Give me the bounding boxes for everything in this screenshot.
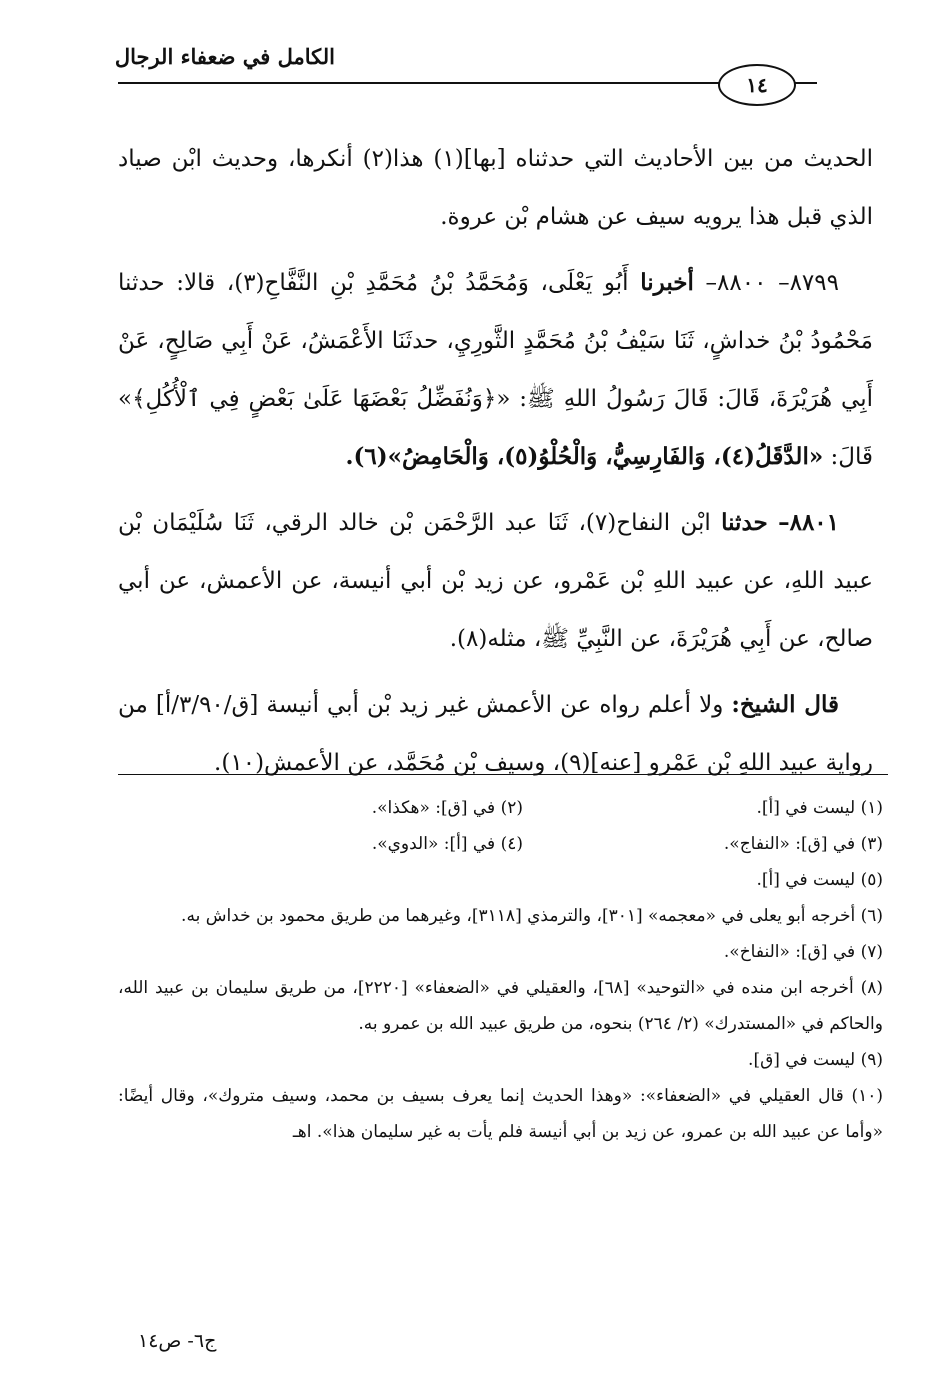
page-number: ١٤: [746, 73, 768, 97]
footnote-6: (٦) أخرجه أبو يعلى في «معجمه» [٣٠١]، والترمذي [٣١١٨]، وغيرهما من طريق محمود بن خداش به.: [181, 906, 883, 926]
paragraph-hadith-8799: [118, 254, 873, 486]
footnote-10: (١٠) قال العقيلي في «الضعفاء»: «وهذا الحديث إنما يعرف بسيف بن محمد، وسيف متروك»، وقال أيضًا: «وأما عن عبيد الله بن عمرو، عن زيد بن أبي أنيسة فلم يأت به غير سليمان هذا». اهـ: [118, 1086, 883, 1142]
footnote-3: (٣) في [ق]: «النفاج».: [723, 834, 883, 854]
header-rule: [118, 82, 817, 84]
footnote-5: (٥) ليست في [أ].: [756, 870, 883, 890]
footnote-row: [118, 826, 883, 862]
paragraph-1-text: الحديث من بين الأحاديث التي حدثناه [بها](١) هذا(٢) أنكرها، وحديث ابْن صياد الذي قبل هذا يرويه سيف عن هشام بْن عروة.: [118, 146, 873, 230]
sheikh-lead: قال الشيخ:: [731, 691, 839, 718]
main-text: [118, 130, 873, 800]
footnote-row: [118, 790, 883, 826]
footnote-2: (٢) في [ق]: «هكذا».: [371, 798, 523, 818]
paragraph-hadith-8801: [118, 494, 873, 668]
page-number-badge: [718, 64, 796, 106]
footnote-9: (٩) ليست في [ق].: [748, 1050, 883, 1070]
paragraph-1: [118, 130, 873, 246]
footnote-7: (٧) في [ق]: «النفاخ».: [723, 942, 883, 962]
footnote-1: (١) ليست في [أ].: [756, 798, 883, 818]
hadith-text: ابْن النفاح(٧)، ثَنَا عبد الرَّحْمَن بْن خالد الرقي، ثَنَا سُلَيْمَان بْن عبيد اللهِ، عن عبيد اللهِ بْن عَمْرو، عن زيد بْن أبي أنيسة، عن الأعمش، عن أبي صالح، عن أَبِي هُرَيْرَةَ، عن النَّبِيِّ ﷺ، مثله(٨).: [118, 510, 873, 652]
hadith-text: أَبُو يَعْلَى، وَمُحَمَّدُ بْنُ مُحَمَّدِ بْنِ النَّفَّاحِ(٣)، قالا: حدثنا مَحْمُودُ بْنُ خداشٍ، ثَنَا سَيْفُ بْنُ مُحَمَّدٍ الثَّورِيِ، حدثَنَا الأَعْمَشُ، عَنْ أَبِي صَالِحٍ، عَنْ أَبِي هُرَيْرَةَ، قَالَ: قَالَ رَسُولُ اللهِ ﷺ: «﴿وَنُفَضِّلُ بَعْضَهَا عَلَىٰ بَعْضٍ فِي ٱلْأُكُلِ﴾» قَالَ:: [118, 270, 873, 470]
hadith-matn: «الدَّقَلُ(٤)، وَالفَارِسِيُّ، وَالْحُلْوُ(٥)، وَالْحَامِضُ»(٦).: [345, 443, 824, 470]
narration-lead: أخبرنا: [640, 269, 694, 296]
narration-lead: حدثنا: [721, 509, 768, 536]
sheikh-text: ولا أعلم رواه عن الأعمش غير زيد بْن أبي أنيسة [ق/٣/٩٠/أ] من رواية عبيد اللهِ بْن عَمْرو [عنه](٩)، وسيف بْن مُحَمَّد، عن الأعمش(١٠).: [118, 692, 873, 776]
hadith-number: ٨٨٠١–: [778, 509, 840, 536]
footnote-8: (٨) أخرجه ابن منده في «التوحيد» [٦٨]، والعقيلي في «الضعفاء» [٢٢٢٠]، من طريق سليمان بن عبيد الله، والحاكم في «المستدرك» (٢/ ٢٦٤) بنحوه، من طريق عبيد الله بن عمرو به.: [118, 978, 883, 1034]
hadith-number: ٨٧٩٩– ٨٨٠٠–: [705, 270, 839, 296]
footer-volume-page: ج٦- ص١٤: [138, 1330, 217, 1352]
footnote-rule: [118, 774, 888, 775]
footnotes: [118, 790, 883, 1150]
footnote-4: (٤) في [أ]: «الدوي».: [371, 834, 523, 854]
running-header-title: الكامل في ضعفاء الرجال: [114, 44, 335, 69]
